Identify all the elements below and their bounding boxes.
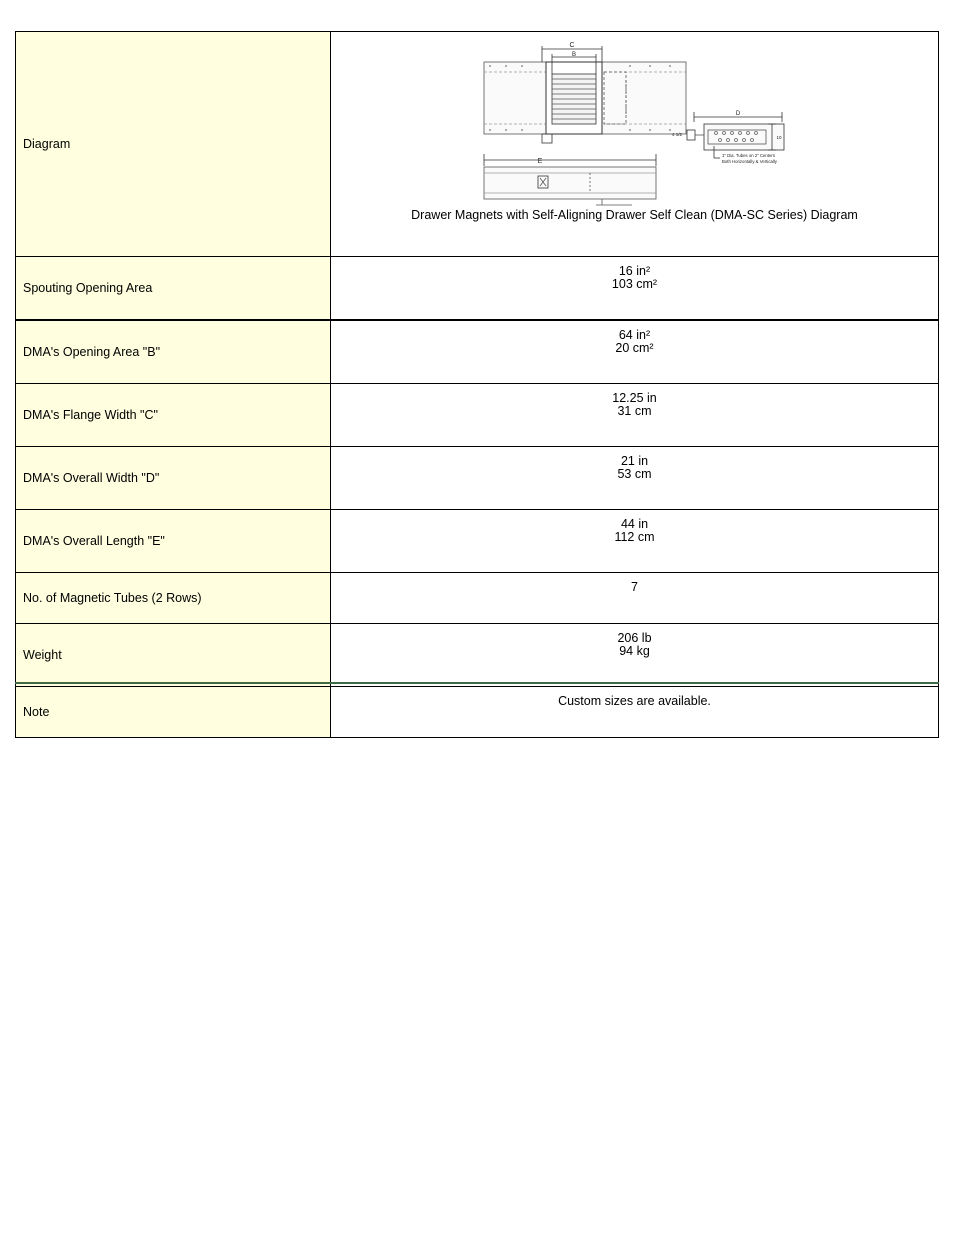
spec-row-note <box>16 687 939 738</box>
spec-label: DMA's Flange Width "C" <box>16 384 331 447</box>
spec-value <box>331 257 939 321</box>
spec-label: DMA's Overall Length "E" <box>16 510 331 573</box>
dim-label-b: B <box>571 52 576 58</box>
spec-label: Weight <box>16 624 331 687</box>
note-text: Custom sizes are available. <box>558 694 711 708</box>
diagram-note-line1: 1" Dia. Tubes on 2" Centers <box>721 153 775 158</box>
value-metric: 31 cm <box>617 404 652 418</box>
dim-label-side-height: 10 <box>775 135 782 140</box>
dim-label-side-offset: 4 1/2 <box>671 132 682 137</box>
spec-row-weight <box>16 624 939 687</box>
value-metric: 94 kg <box>619 644 650 658</box>
section-divider <box>15 682 939 684</box>
value-metric: 53 cm <box>617 467 652 481</box>
spec-row-spouting-area <box>16 257 939 321</box>
dim-label-e: E <box>537 158 542 165</box>
value-imperial: 12.25 in <box>612 391 657 405</box>
spec-value <box>331 573 939 624</box>
spec-value <box>331 447 939 510</box>
dim-label-c: C <box>568 42 575 49</box>
value-imperial: 206 lb <box>617 631 652 645</box>
spec-row-opening-area-b <box>16 320 939 384</box>
dim-label-d: D <box>735 111 740 117</box>
value-imperial: 16 in² <box>618 264 651 278</box>
spec-label: Spouting Opening Area <box>16 257 331 321</box>
spec-value <box>331 510 939 573</box>
spec-row-flange-width-c <box>16 384 939 447</box>
spec-label: No. of Magnetic Tubes (2 Rows) <box>16 573 331 624</box>
diagram-note-line2: Both Horizontally & Vertically <box>721 159 777 164</box>
value-metric: 103 cm² <box>611 277 658 291</box>
value-imperial: 44 in <box>620 517 649 531</box>
spec-label: DMA's Opening Area "B" <box>16 320 331 384</box>
spec-table <box>15 31 939 738</box>
value-metric: 20 cm² <box>615 341 654 355</box>
spec-value <box>331 320 939 384</box>
spec-value <box>331 687 939 738</box>
value-count: 7 <box>631 580 638 594</box>
spec-label: Note <box>16 687 331 738</box>
spec-value <box>331 624 939 687</box>
value-imperial: 64 in² <box>618 328 651 342</box>
spec-label: DMA's Overall Width "D" <box>16 447 331 510</box>
spec-row-magnetic-tubes <box>16 573 939 624</box>
spec-row-overall-length-e <box>16 510 939 573</box>
value-metric: 112 cm <box>614 530 655 544</box>
spec-row-diagram <box>16 32 939 257</box>
diagram-cell <box>331 32 939 257</box>
spec-value <box>331 384 939 447</box>
value-imperial: 21 in <box>620 454 649 468</box>
diagram-caption: Drawer Magnets with Self-Aligning Drawer Self Clean (DMA-SC Series) Diagram <box>411 208 858 222</box>
spec-row-overall-width-d <box>16 447 939 510</box>
drawer-magnet-diagram <box>480 42 790 207</box>
spec-label: Diagram <box>16 32 331 257</box>
